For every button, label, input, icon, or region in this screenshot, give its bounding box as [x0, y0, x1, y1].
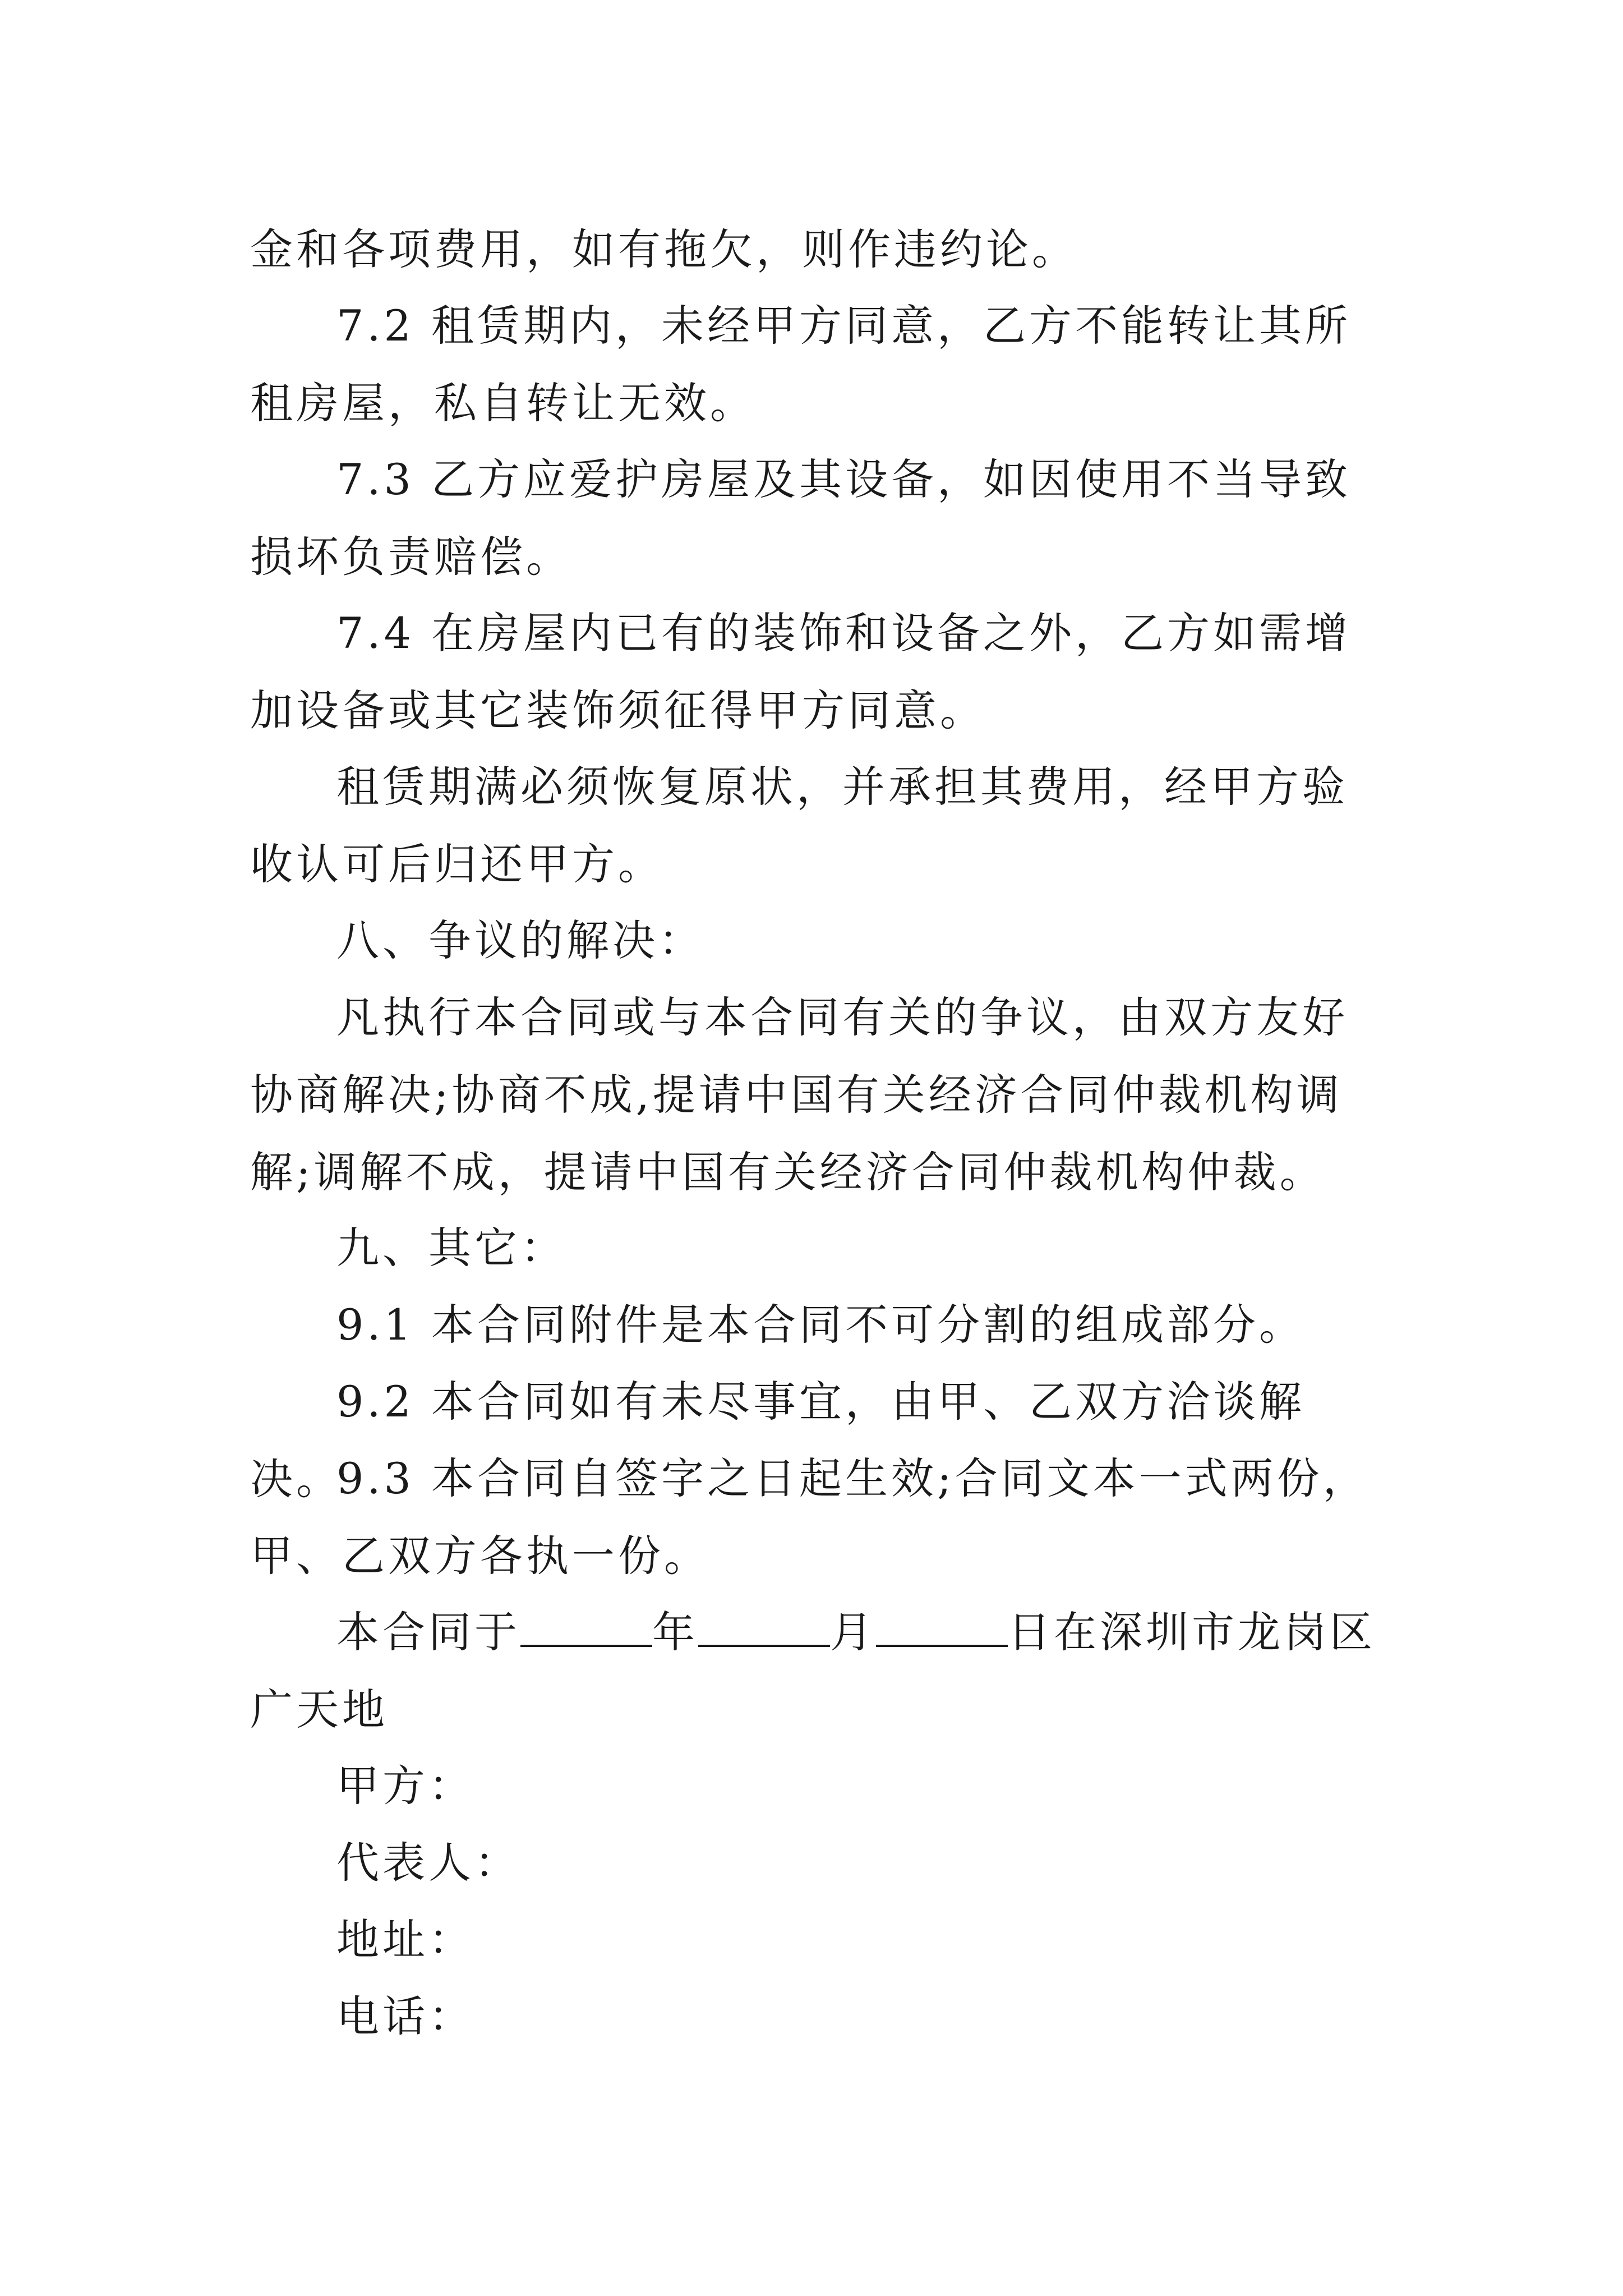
clause-9-1: 9.1 本合同附件是本合同不可分割的组成部分。: [336, 1300, 1306, 1350]
section-heading-disputes: 八、争议的解决：: [336, 915, 704, 965]
paragraph-dispute-resolution: 凡执行本合同或与本合同有关的争议，由双方友好协商解决;协商不成,提请中国有关经济合同仲裁机构调解;调解不成，提请中国有关经济合同仲裁机构仲裁。: [250, 992, 1348, 1197]
party-a-label: 甲方：: [336, 1761, 474, 1811]
day-blank-field[interactable]: [876, 1608, 1008, 1647]
paragraph-restore-original: 租赁期满必须恢复原状，并承担其费用，经甲方验收认可后归还甲方。: [250, 762, 1348, 889]
year-blank-field[interactable]: [520, 1608, 652, 1647]
paragraph-fee-default: 金和各项费用，如有拖欠，则作违约论。: [250, 224, 1078, 274]
month-blank-field[interactable]: [698, 1608, 830, 1647]
clause-9-2: 9.2 本合同如有未尽事宜，由甲、乙双方洽谈解决。: [250, 1377, 1306, 1504]
clause-7-4: 7.4 在房屋内已有的装饰和设备之外，乙方如需增加设备或其它装饰须征得甲方同意。: [250, 608, 1352, 735]
month-label: 月: [830, 1607, 876, 1657]
clause-9-3: 9.3 本合同自签字之日起生效;合同文本一式两份，甲、乙双方各执一份。: [250, 1453, 1369, 1581]
signing-date-line: [250, 1594, 1389, 1749]
representative-label: 代表人：: [336, 1838, 520, 1888]
section-heading-other: 九、其它：: [336, 1223, 566, 1273]
signing-date-prefix: 本合同于: [336, 1607, 520, 1657]
clause-7-3: 7.3 乙方应爱护房屋及其设备，如因使用不当导致损坏负责赔偿。: [250, 454, 1352, 582]
address-label: 地址：: [336, 1915, 474, 1964]
year-label: 年: [652, 1607, 698, 1657]
clause-7-2: 7.2 租赁期内，未经甲方同意，乙方不能转让其所租房屋，私自转让无效。: [250, 301, 1352, 428]
phone-label: 电话：: [336, 1991, 474, 2041]
signing-location: 日在深圳市龙岗区广天地: [250, 1607, 1376, 1734]
